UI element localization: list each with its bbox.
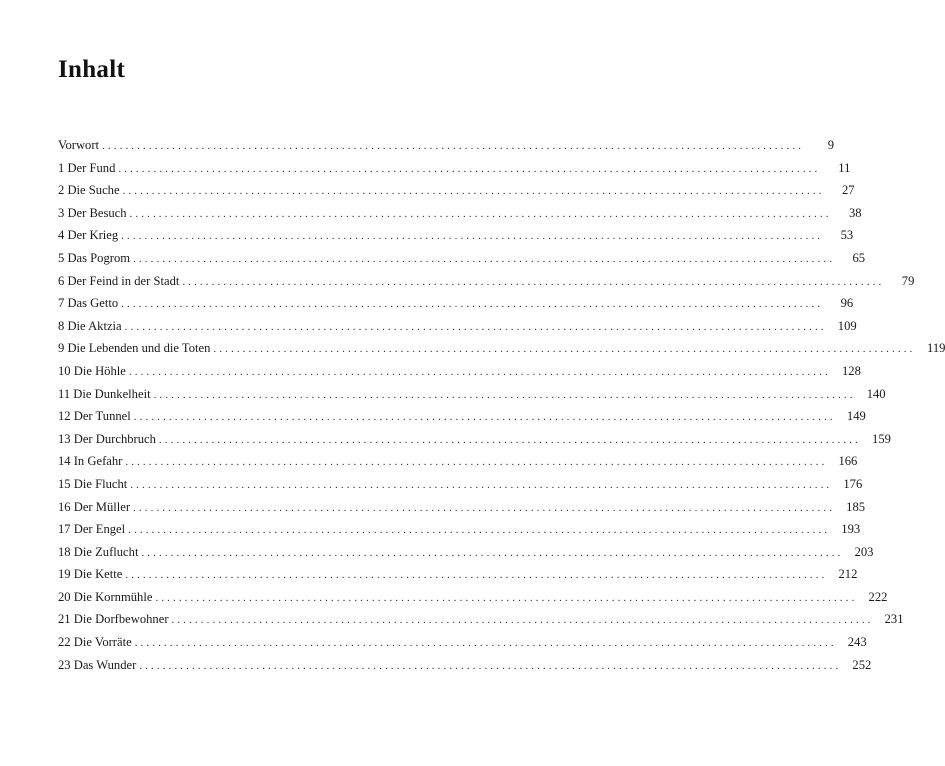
toc-entry-label: 17 Der Engel [58,522,126,537]
toc-entry-label: 3 Der Besuch [58,205,127,220]
dot-leader: ........................................................................................................................ [153,388,856,401]
toc-entry-label: 14 In Gefahr [58,454,123,469]
dot-leader: ........................................................................................................................ [133,501,836,514]
toc-entry-label: 5 Das Pogrom [58,250,131,265]
toc-entry-label: 20 Die Kornmühle [58,589,153,604]
toc-entry [58,541,874,564]
toc-entry-page-number: 149 [846,409,866,424]
toc-entry-page-number: 27 [841,183,855,198]
toc-entry [58,247,866,270]
dot-leader: ........................................................................................................................ [213,343,916,356]
toc-entry [58,563,858,586]
toc-entry [58,631,867,654]
toc-entry-page-number: 53 [840,228,854,243]
toc-entry [58,134,835,157]
toc-entry-page-number: 203 [854,544,874,559]
toc-entry-label: 21 Die Dorfbewohner [58,612,169,627]
toc-entry-page-number: 166 [838,454,858,469]
toc-entry [58,654,872,677]
toc-entry-page-number: 140 [866,386,886,401]
toc-entry [58,224,854,247]
toc-entry [58,157,851,180]
toc-entry [58,496,866,519]
toc-entry [58,450,858,473]
toc-entry-page-number: 212 [838,567,858,582]
toc-entry-label: 9 Die Lebenden und die Toten [58,341,211,356]
page-title: Inhalt [58,56,126,83]
toc-entry-label: 18 Die Zuflucht [58,544,139,559]
toc-entry-page-number: 96 [840,296,854,311]
toc-entry-label: 11 Die Dunkelheit [58,386,151,401]
toc-entry-label: 23 Das Wunder [58,657,137,672]
toc-entry-page-number: 9 [827,138,835,152]
table-of-contents [58,134,945,676]
toc-entry-page-number: 222 [868,589,888,604]
toc-entry [58,292,854,315]
dot-leader: ........................................................................................................................ [121,298,824,311]
toc-entry-page-number: 11 [838,160,851,175]
toc-entry [58,270,915,293]
toc-entry-page-number: 193 [841,522,861,537]
dot-leader: ........................................................................................................................ [133,252,836,265]
toc-entry-label: 13 Der Durchbruch [58,431,156,446]
dot-leader: ........................................................................................................................ [182,275,885,288]
toc-entry [58,360,861,383]
toc-entry-label: 15 Die Flucht [58,476,128,491]
toc-entry-label: 16 Der Müller [58,499,131,514]
toc-entry-page-number: 119 [926,341,945,356]
toc-entry [58,428,891,451]
toc-entry-page-number: 176 [843,476,863,491]
dot-leader: ........................................................................................................................ [141,546,844,559]
toc-entry-page-number: 159 [872,431,891,446]
toc-entry [58,405,866,428]
toc-entry-label: 4 Der Krieg [58,228,119,243]
toc-entry-page-number: 109 [837,318,857,333]
toc-entry-label: 2 Die Suche [58,183,120,198]
dot-leader: ........................................................................................................................ [125,569,828,582]
toc-entry-label: 10 Die Höhle [58,363,126,378]
toc-entry-label: 22 Die Vorräte [58,635,132,650]
toc-entry-page-number: 231 [884,612,904,627]
dot-leader: ........................................................................................................................ [171,614,874,627]
dot-leader: ........................................................................................................................ [122,185,825,198]
toc-entry-label: 8 Die Aktzia [58,318,122,333]
toc-entry-label: 1 Der Fund [58,160,116,175]
dot-leader: ........................................................................................................................ [134,637,837,650]
toc-entry [58,202,862,225]
toc-entry [58,473,863,496]
dot-leader: ........................................................................................................................ [155,591,858,604]
toc-entry [58,179,855,202]
toc-entry [58,608,904,631]
toc-entry-label: 12 Der Tunnel [58,409,131,424]
toc-entry-page-number: 252 [852,657,872,672]
toc-entry-page-number: 243 [847,635,867,650]
toc-entry-page-number: 128 [841,363,861,378]
dot-leader: ........................................................................................................................ [125,456,828,469]
toc-entry-label: 19 Die Kette [58,567,123,582]
dot-leader: ........................................................................................................................ [128,524,831,537]
dot-leader: ........................................................................................................................ [139,659,842,672]
dot-leader: ........................................................................................................................ [121,230,824,243]
toc-entry-label: Vorwort [58,138,100,152]
toc-entry [58,383,886,406]
dot-leader: ........................................................................................................................ [130,478,833,491]
dot-leader: ........................................................................................................................ [158,433,861,446]
toc-entry-page-number: 38 [848,205,862,220]
dot-leader: ........................................................................................................................ [124,320,827,333]
dot-leader: ........................................................................................................................ [118,162,821,175]
toc-entry-label: 7 Das Getto [58,296,119,311]
toc-entry-page-number: 79 [901,273,915,288]
dot-leader: ........................................................................................................................ [129,207,832,220]
toc-entry [58,337,945,360]
dot-leader: ........................................................................................................................ [128,365,831,378]
toc-entry [58,315,857,338]
dot-leader: ........................................................................................................................ [133,411,836,424]
toc-entry-label: 6 Der Feind in der Stadt [58,273,180,288]
toc-entry [58,518,861,541]
dot-leader: ........................................................................................................................ [102,140,805,152]
toc-entry [58,586,888,609]
toc-entry-page-number: 65 [852,250,866,265]
toc-entry-page-number: 185 [846,499,866,514]
